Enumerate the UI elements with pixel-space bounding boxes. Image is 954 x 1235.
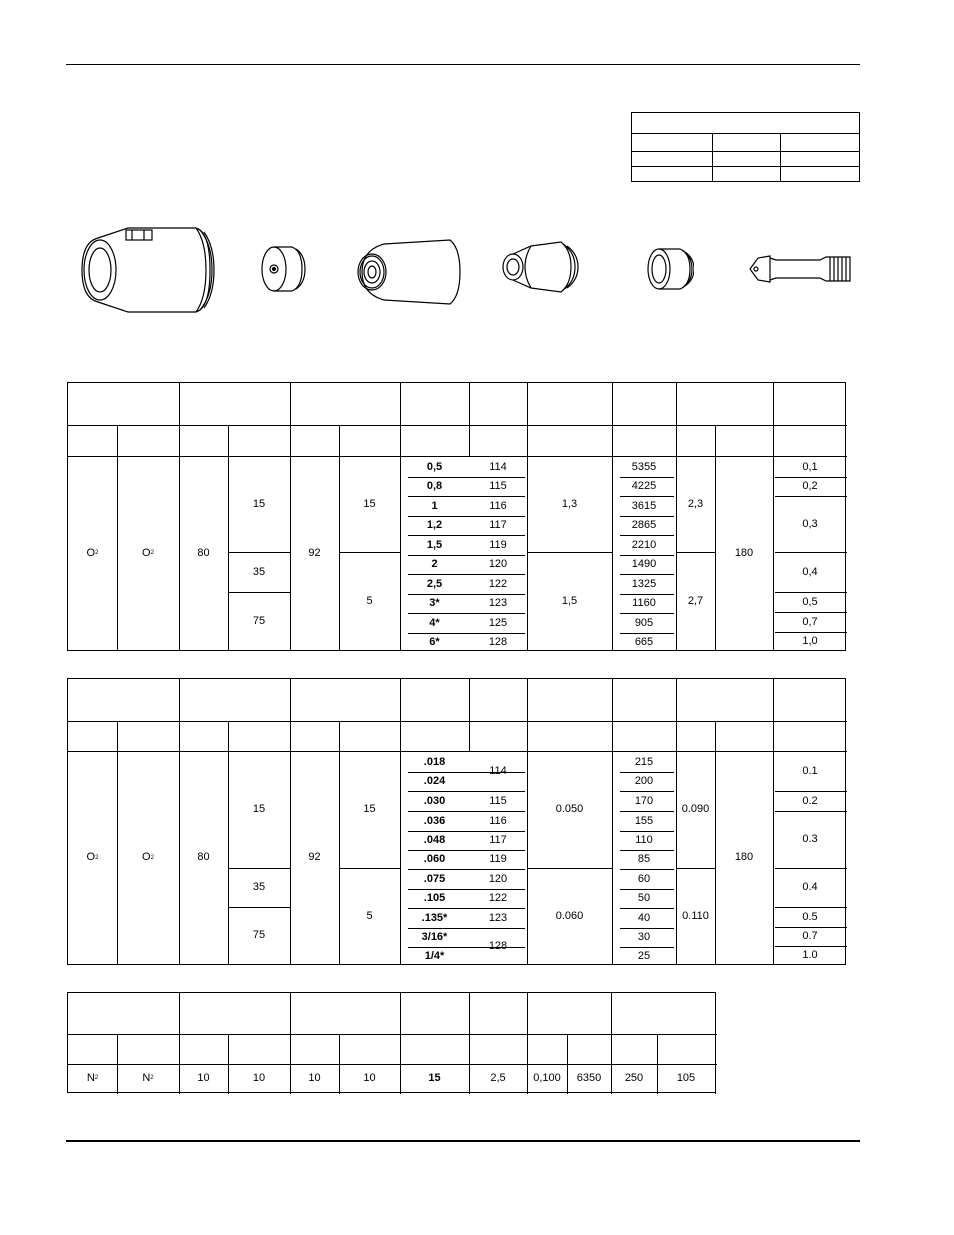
rule-line: [773, 383, 774, 456]
arc-voltage-value: 128: [488, 940, 508, 952]
arc-voltage-value: 120: [488, 872, 508, 885]
thickness-value: 1,2: [426, 519, 443, 531]
cut-speed-value: 60: [637, 872, 651, 885]
rule-line: [612, 383, 613, 456]
cut-speed-value: 50: [637, 892, 651, 904]
arc-voltage-value: 114: [489, 460, 507, 473]
rule-line: [676, 383, 677, 456]
rule-line: [612, 679, 613, 751]
pierce-delay-value: 0,3: [802, 517, 818, 530]
rule-line: [339, 721, 340, 751]
cut-speed-value: 4225: [631, 480, 657, 492]
rule-line: [339, 425, 340, 456]
shield-drawing: [256, 243, 306, 295]
cut-speed-value: 25: [637, 949, 651, 962]
arc-voltage-value: 119: [489, 538, 507, 551]
marking-value: 250: [624, 1071, 644, 1084]
cut-speed-value: 1490: [631, 558, 657, 570]
marking-chart: [67, 992, 716, 1093]
rule-line: [400, 679, 401, 751]
rule-line: [527, 679, 528, 751]
retaining-cap-drawing: [354, 236, 464, 308]
cutflow: 5: [366, 909, 373, 922]
arc-voltage-value: 115: [489, 794, 507, 807]
rule-line: [228, 425, 229, 456]
arc-voltage-value: 125: [488, 616, 508, 629]
initial-pierce-height: 2,7: [687, 594, 704, 607]
arc-voltage-value: 117: [489, 519, 507, 531]
cut-speed-value: 665: [634, 635, 654, 648]
cut-speed-value: 40: [637, 911, 651, 924]
marking-value: 15: [428, 1071, 441, 1084]
pierce-height-factor: 180: [734, 546, 754, 559]
arc-voltage-value: 123: [488, 911, 508, 924]
arc-voltage-value: 122: [488, 892, 508, 904]
arc-voltage-value: 128: [488, 635, 508, 648]
thickness-value: .024: [423, 775, 446, 787]
pierce-delay-value: 0,7: [802, 615, 818, 628]
pierce-delay-value: 0.5: [802, 910, 818, 923]
rule-line: [400, 383, 401, 456]
pierce-delay-value: 0.1: [802, 765, 818, 777]
thickness-value: .030: [423, 794, 446, 807]
arc-voltage-value: 119: [489, 853, 507, 865]
arc-voltage-value: 115: [489, 480, 507, 492]
marking-value: 10: [363, 1071, 376, 1084]
torch-to-work: 0.050: [555, 803, 584, 815]
thickness-value: 3/16*: [421, 931, 448, 943]
shield-gas: O 2: [142, 546, 154, 559]
footer-rule: [66, 1140, 860, 1142]
english-cut-chart: [67, 678, 846, 965]
arc-voltage-value: 122: [488, 577, 508, 590]
rule-line: [469, 383, 470, 456]
pierce-delay-value: 1,0: [802, 635, 818, 647]
thickness-value: .048: [423, 834, 446, 846]
rule-line: [527, 383, 528, 456]
metric-cut-chart: [67, 382, 846, 651]
pierce-delay-value: 0.7: [802, 930, 818, 942]
pierce-delay-value: 0.4: [802, 881, 818, 893]
cut-speed-value: 110: [635, 834, 653, 846]
cutflow: 15: [363, 497, 376, 510]
rule-line: [469, 679, 470, 751]
pierce-delay-value: 0,1: [802, 460, 818, 473]
thickness-value: .036: [423, 814, 446, 827]
thickness-value: .105: [423, 892, 446, 904]
shield-flow: 35: [252, 565, 266, 578]
plasma-gas: O 2: [86, 851, 99, 863]
arc-voltage-value: 114: [489, 765, 507, 777]
arc-voltage-value: 120: [488, 558, 508, 570]
rule-line: [676, 679, 677, 751]
thickness-value: .135*: [421, 911, 448, 924]
rule-line: [117, 721, 118, 751]
pierce-delay-value: 0.2: [802, 794, 818, 807]
rule-line: [290, 679, 291, 751]
pierce-delay-value: 0,4: [802, 565, 818, 578]
thickness-value: .060: [423, 853, 446, 865]
rule-line: [68, 1034, 717, 1035]
shield-gas: N 2: [142, 1071, 154, 1084]
thickness-value: 2,5: [426, 577, 443, 590]
shield-cap-drawing: [78, 222, 218, 318]
rule-line: [179, 383, 180, 456]
rule-line: [290, 383, 291, 456]
pierce-height-factor: 180: [734, 851, 754, 863]
marking-value: 0,100: [533, 1071, 561, 1084]
cut-speed-value: 85: [637, 853, 651, 865]
torch-to-work: 0.060: [555, 909, 584, 922]
preflow: 92: [308, 546, 321, 559]
cut-speed-value: 1160: [632, 597, 656, 609]
rule-line: [715, 425, 716, 456]
thickness-value: 1,5: [426, 538, 443, 551]
torch-to-work: 1,5: [561, 594, 578, 607]
pierce-delay-value: 0,2: [802, 480, 818, 492]
cutflow: 5: [366, 594, 373, 607]
cut-speed-value: 170: [634, 794, 654, 807]
thickness-value: 6*: [429, 635, 440, 648]
pierce-delay-value: 0.3: [802, 833, 818, 845]
thickness-value: .018: [423, 755, 446, 768]
plasma-flow: 80: [197, 546, 210, 559]
shield-flow: 75: [252, 929, 266, 941]
thickness-value: 0,8: [426, 480, 443, 492]
rule-line: [117, 425, 118, 456]
cutflow: 15: [363, 803, 376, 815]
rule-line: [228, 721, 229, 751]
reference-table: [631, 112, 860, 182]
rule-line: [68, 425, 847, 426]
marking-value: 105: [676, 1071, 696, 1084]
cut-speed-value: 200: [634, 775, 654, 787]
shield-flow: 75: [252, 614, 266, 627]
preflow: 92: [308, 851, 321, 863]
cut-speed-value: 1325: [631, 577, 657, 590]
pierce-delay-value: 1.0: [802, 949, 818, 961]
marking-value: 10: [197, 1071, 210, 1084]
rule-line: [179, 679, 180, 751]
header-rule: [66, 64, 860, 65]
rule-line: [715, 993, 716, 1094]
marking-value: 2,5: [490, 1071, 506, 1084]
plasma-gas: O 2: [86, 546, 99, 559]
shield-flow: 15: [252, 497, 266, 510]
cut-speed-value: 905: [634, 616, 654, 629]
cut-speed-value: 2865: [631, 519, 657, 531]
thickness-value: 3*: [429, 597, 440, 609]
arc-voltage-value: 117: [489, 834, 507, 846]
arc-voltage-value: 116: [489, 499, 507, 512]
thickness-value: 4*: [429, 616, 440, 629]
cut-speed-value: 30: [637, 931, 651, 943]
marking-value: 6350: [576, 1071, 602, 1084]
marking-value: 10: [308, 1071, 321, 1084]
cut-speed-value: 2210: [631, 538, 657, 551]
pierce-delay-value: 0,5: [802, 595, 818, 608]
shield-flow: 15: [252, 803, 266, 815]
cut-speed-value: 3615: [631, 499, 657, 512]
thickness-value: .075: [423, 872, 446, 885]
initial-pierce-height: 0.110: [682, 909, 709, 922]
cut-speed-value: 215: [634, 755, 654, 768]
marking-value: 10: [252, 1071, 266, 1084]
plasma-flow: 80: [197, 851, 210, 863]
rule-line: [68, 721, 847, 722]
arc-voltage-value: 116: [489, 814, 507, 827]
thickness-value: 0,5: [426, 460, 443, 473]
rule-line: [715, 721, 716, 751]
thickness-value: 1: [431, 499, 438, 512]
rule-line: [773, 679, 774, 751]
plasma-gas: N 2: [86, 1071, 99, 1084]
torch-to-work: 1,3: [561, 497, 578, 510]
initial-pierce-height: 0.090: [681, 803, 710, 815]
nozzle-drawing: [497, 236, 579, 298]
arc-voltage-value: 123: [488, 597, 508, 609]
swirl-ring-drawing: [644, 243, 694, 295]
shield-flow: 35: [252, 881, 266, 893]
cut-speed-value: 155: [634, 814, 654, 827]
cut-speed-value: 5355: [631, 460, 657, 473]
shield-gas: O 2: [142, 851, 154, 863]
electrode-drawing: [746, 250, 856, 288]
thickness-value: 1/4*: [424, 949, 445, 962]
thickness-value: 2: [431, 558, 438, 570]
initial-pierce-height: 2,3: [687, 497, 704, 510]
